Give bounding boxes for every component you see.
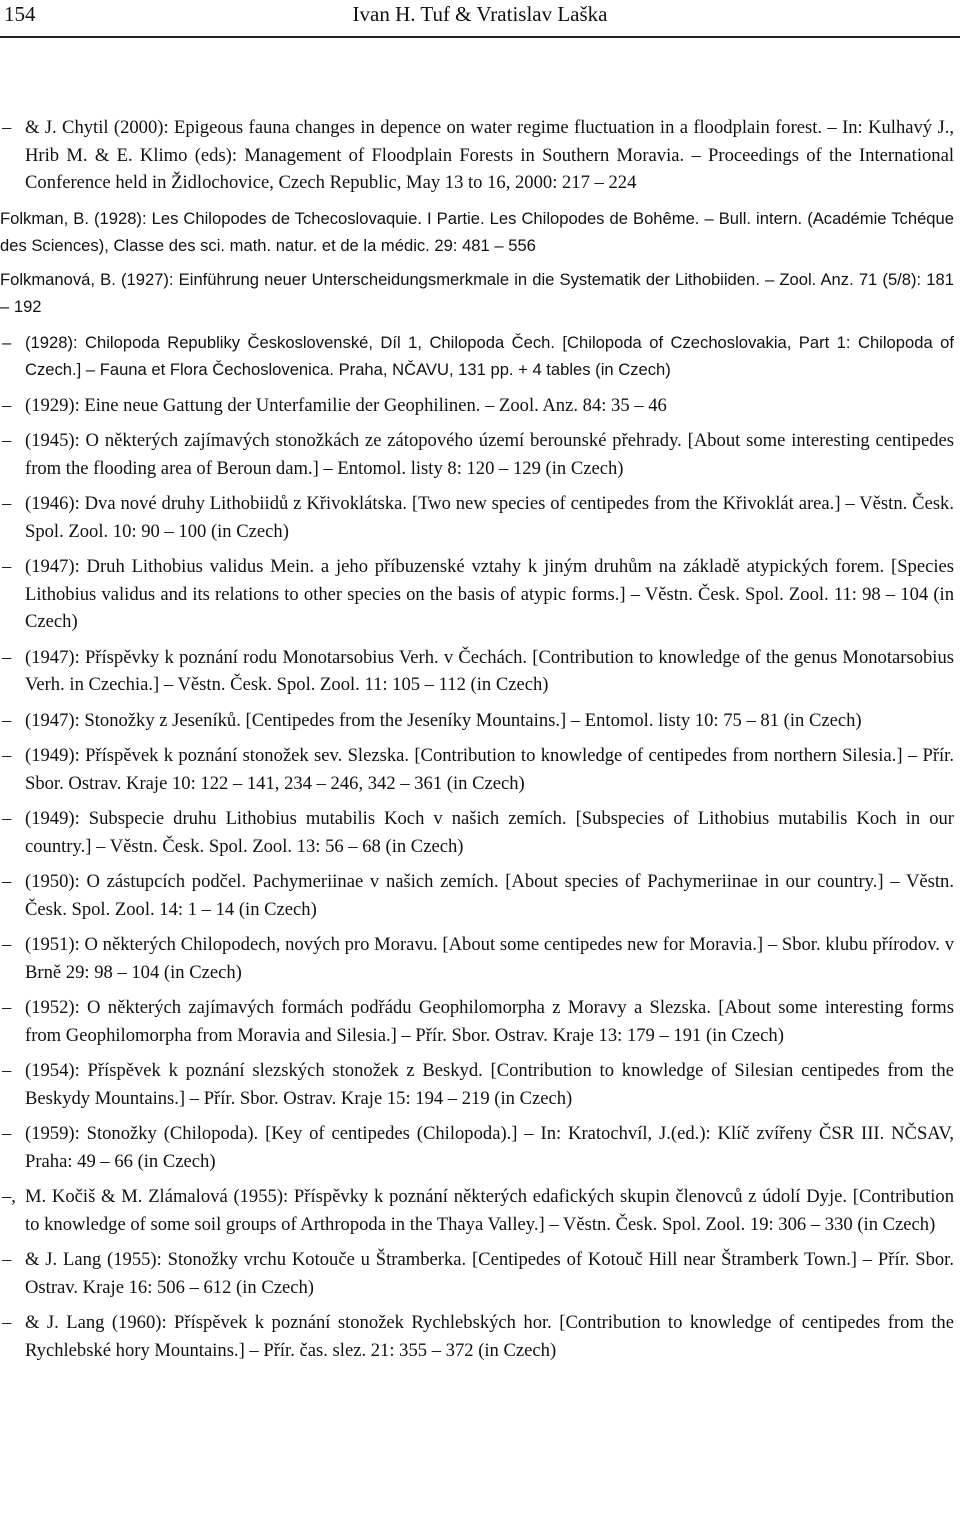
- reference-entry: [0, 1057, 954, 1112]
- reference-text: (1950): O zástupcích podčel. Pachymeriinae v našich zemích. [About species of Pachymeriinae in our country.] – Věstn. Česk. Spol. Zool. 14: 1 – 14 (in Czech): [25, 871, 954, 920]
- reference-text: (1952): O některých zajímavých formách podřádu Geophilomorpha z Moravy a Slezska. [About some interesting forms from Geophilomorpha from Moravia and Silesia.] – Přír. Sbor. Ostrav. Kraje 13: 179 – 191 (in Czech): [25, 997, 954, 1046]
- continuation-dash: –: [2, 556, 12, 577]
- running-head-authors: Ivan H. Tuf & Vratislav Laška: [352, 2, 608, 26]
- page-number: 154: [4, 2, 36, 26]
- reference-entry: [0, 994, 954, 1049]
- reference-entry: [0, 553, 954, 636]
- continuation-dash: –: [2, 1123, 12, 1144]
- header-rule: [0, 36, 960, 38]
- reference-text: M. Kočiš & M. Zlámalová (1955): Příspěvky k poznání některých edafických skupin členovců z údolí Dyje. [Contribution to knowledge of some soil groups of Arthropoda in the Thaya Valley.] – Věstn. Česk. Spol. Zool. 19: 306 – 330 (in Czech): [25, 1186, 954, 1235]
- reference-text: (1947): Stonožky z Jeseníků. [Centipedes from the Jeseníky Mountains.] – Entomol. listy 10: 75 – 81 (in Czech): [25, 709, 862, 731]
- reference-entry: [0, 1246, 954, 1301]
- reference-text: (1954): Příspěvek k poznání slezských stonožek z Beskyd. [Contribution to knowledge of Silesian centipedes from the Beskydy Mountains.] – Přír. Sbor. Ostrav. Kraje 15: 194 – 219 (in Czech): [25, 1060, 954, 1109]
- reference-list: [0, 116, 954, 1364]
- reference-entry: [0, 931, 954, 986]
- reference-text: (1929): Eine neue Gattung der Unterfamilie der Geophilinen. – Zool. Anz. 84: 35 – 46: [25, 394, 667, 416]
- continuation-dash: –,: [2, 1186, 16, 1207]
- continuation-dash: –: [2, 493, 12, 514]
- reference-text: (1949): Příspěvek k poznání stonožek sev. Slezska. [Contribution to knowledge of centipedes from northern Silesia.] – Přír. Sbor. Ostrav. Kraje 10: 122 – 141, 234 – 246, 342 – 361 (in Czech): [25, 745, 954, 794]
- reference-entry: [0, 266, 954, 321]
- continuation-dash: –: [2, 997, 12, 1018]
- reference-text: Folkman, B. (1928): Les Chilopodes de Tchecoslovaquie. I Partie. Les Chilopodes de Bohême. – Bull. intern. (Académie Tchéque des Sciences), Classe des sci. math. natur. et de la médic. 29: 481 – 556: [0, 208, 954, 255]
- reference-text: (1959): Stonožky (Chilopoda). [Key of centipedes (Chilopoda).] – In: Kratochvíl, J.(ed.): Klíč zvířeny ČSR III. NČSAV, Praha: 49 – 66 (in Czech): [25, 1123, 954, 1172]
- continuation-dash: –: [2, 1312, 12, 1333]
- reference-text: (1928): Chilopoda Republiky Československé, Díl 1, Chilopoda Čech. [Chilopoda of Czechoslovakia, Part 1: Chilopoda of Czech.] – Fauna et Flora Čechoslovenica. Praha, NČAVU, 131 pp. + 4 tables (in Czech): [25, 332, 954, 379]
- continuation-dash: –: [2, 871, 12, 892]
- continuation-dash: –: [2, 394, 12, 416]
- continuation-dash: –: [2, 646, 12, 668]
- reference-text: (1946): Dva nové druhy Lithobiidů z Křivoklátska. [Two new species of centipedes from the Křivoklát area.] – Věstn. Česk. Spol. Zool. 10: 90 – 100 (in Czech): [25, 493, 954, 542]
- continuation-dash: –: [2, 709, 12, 731]
- reference-entry: [0, 742, 954, 797]
- reference-entry: [0, 427, 954, 482]
- continuation-dash: –: [2, 332, 12, 352]
- continuation-dash: –: [2, 117, 12, 138]
- reference-entry: [0, 392, 954, 420]
- reference-entry: [0, 805, 954, 860]
- page-header: [0, 0, 960, 34]
- reference-entry: [0, 644, 954, 699]
- reference-text: (1951): O některých Chilopodech, nových pro Moravu. [About some centipedes new for Moravia.] – Sbor. klubu přírodov. v Brně 29: 98 – 104 (in Czech): [25, 934, 954, 983]
- reference-text: & J. Lang (1955): Stonožky vrchu Kotouče u Štramberka. [Centipedes of Kotouč Hill near Štramberk Town.] – Přír. Sbor. Ostrav. Kraje 16: 506 – 612 (in Czech): [25, 1249, 954, 1298]
- reference-text: & J. Lang (1960): Příspěvek k poznání stonožek Rychlebských hor. [Contribution to knowledge of centipedes from the Rychlebské hory Mountains.] – Přír. čas. slez. 21: 355 – 372 (in Czech): [25, 1312, 954, 1361]
- continuation-dash: –: [2, 1249, 12, 1270]
- reference-entry: [0, 490, 954, 545]
- reference-entry: [0, 205, 954, 260]
- continuation-dash: –: [2, 1060, 12, 1081]
- reference-text: Folkmanová, B. (1927): Einführung neuer Unterscheidungsmerkmale in die Systematik der Lithobiiden. – Zool. Anz. 71 (5/8): 181 – 192: [0, 269, 954, 316]
- continuation-dash: –: [2, 745, 12, 766]
- reference-text: (1947): Druh Lithobius validus Mein. a jeho příbuzenské vztahy k jiným druhům na základě atypických forem. [Species Lithobius validus and its relations to other species on the basis of atypic forms.] – Věstn. Česk. Spol. Zool. 11: 98 – 104 (in Czech): [25, 556, 954, 632]
- continuation-dash: –: [2, 808, 12, 829]
- reference-entry: [0, 114, 954, 197]
- reference-entry: [0, 329, 954, 384]
- continuation-dash: –: [2, 934, 12, 955]
- reference-entry: [0, 868, 954, 923]
- reference-text: & J. Chytil (2000): Epigeous fauna changes in depence on water regime fluctuation in a floodplain forest. – In: Kulhavý J., Hrib M. & E. Klimo (eds): Management of Floodplain Forests in Southern Moravia. – Proceedings of the International Conference held in Židlochovice, Czech Republic, May 13 to 16, 2000: 217 – 224: [25, 117, 954, 193]
- reference-text: (1945): O některých zajímavých stonožkách ze zátopového území berounské přehrady. [About some interesting centipedes from the flooding area of Beroun dam.] – Entomol. listy 8: 120 – 129 (in Czech): [25, 430, 954, 479]
- reference-entry: [0, 1309, 954, 1364]
- reference-text: (1947): Příspěvky k poznání rodu Monotarsobius Verh. v Čechách. [Contribution to knowledge of the genus Monotarsobius Verh. in Czechia.] – Věstn. Česk. Spol. Zool. 11: 105 – 112 (in Czech): [25, 646, 954, 695]
- reference-entry: [0, 707, 954, 735]
- reference-text: (1949): Subspecie druhu Lithobius mutabilis Koch v našich zemích. [Subspecies of Lithobius mutabilis Koch in our country.] – Věstn. Česk. Spol. Zool. 13: 56 – 68 (in Czech): [25, 808, 954, 857]
- reference-entry: [0, 1183, 954, 1238]
- continuation-dash: –: [2, 430, 12, 451]
- reference-entry: [0, 1120, 954, 1175]
